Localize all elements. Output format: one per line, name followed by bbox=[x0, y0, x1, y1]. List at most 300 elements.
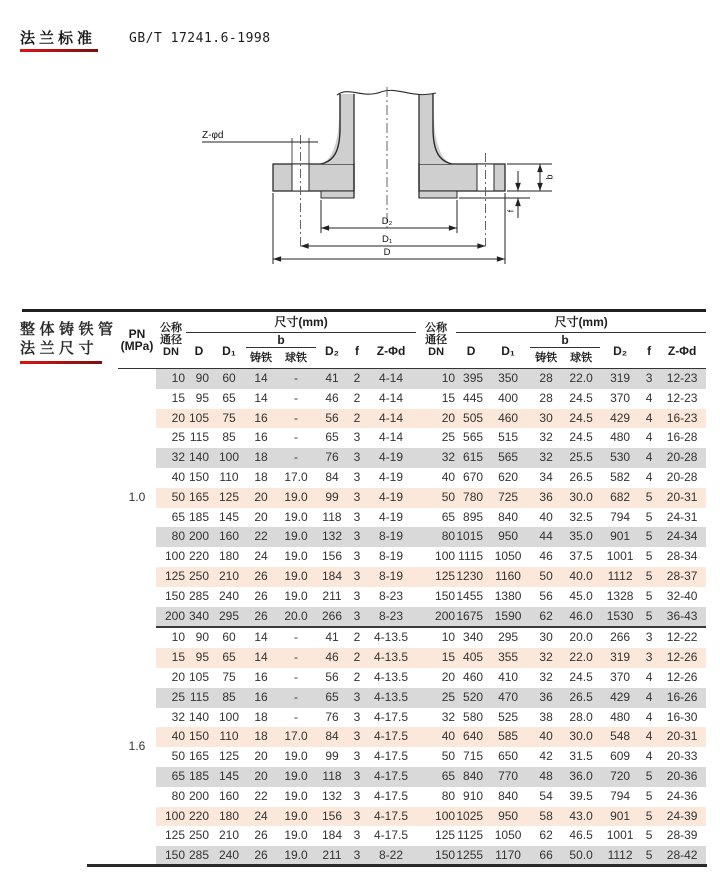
table-cell: 24.5 bbox=[562, 409, 600, 429]
table-sidebar bbox=[20, 320, 118, 364]
header-b-ductile: 球铁 bbox=[276, 348, 316, 369]
table-cell: 132 bbox=[316, 527, 348, 547]
table-cell: 950 bbox=[486, 527, 530, 547]
table-cell: 40 bbox=[416, 727, 456, 747]
table-cell: 4-19 bbox=[366, 488, 416, 508]
section-pn-1.6 bbox=[118, 627, 706, 866]
table-cell: 5 bbox=[640, 508, 658, 528]
table-cell: 319 bbox=[600, 648, 640, 668]
table-cell: 84 bbox=[316, 468, 348, 488]
table-cell: 840 bbox=[486, 787, 530, 807]
table-cell: 105 bbox=[186, 668, 212, 688]
table-cell: 60 bbox=[212, 627, 246, 648]
table-cell: 32 bbox=[530, 668, 562, 688]
table-cell: 4 bbox=[640, 727, 658, 747]
table-cell: 100 bbox=[416, 807, 456, 827]
table-cell: 3 bbox=[348, 727, 366, 747]
table-cell: 3 bbox=[348, 747, 366, 767]
table-title: 整体铸铁管法兰尺寸 bbox=[20, 321, 118, 357]
table-cell: 395 bbox=[456, 369, 486, 389]
table-cell: - bbox=[276, 389, 316, 409]
table-cell: 34 bbox=[530, 468, 562, 488]
table-cell: 20 bbox=[246, 508, 276, 528]
table-cell: 32 bbox=[416, 708, 456, 728]
table-cell: 19.0 bbox=[276, 587, 316, 607]
table-cell: 2 bbox=[348, 369, 366, 389]
table-cell: 20 bbox=[156, 668, 186, 688]
table-cell: 5 bbox=[640, 587, 658, 607]
table-cell: 26 bbox=[246, 587, 276, 607]
table-cell: 565 bbox=[456, 428, 486, 448]
table-row bbox=[118, 547, 706, 567]
table-cell: 46.0 bbox=[562, 607, 600, 628]
table-cell: 22.0 bbox=[562, 369, 600, 389]
table-cell: 36.0 bbox=[562, 767, 600, 787]
table-cell: 100 bbox=[212, 448, 246, 468]
table-cell: 65 bbox=[156, 508, 186, 528]
table-cell: 16-23 bbox=[658, 409, 706, 429]
table-cell: 24 bbox=[246, 547, 276, 567]
table-cell: 41 bbox=[316, 627, 348, 648]
table-cell: 582 bbox=[600, 468, 640, 488]
table-cell: 20 bbox=[246, 747, 276, 767]
table-cell: 5 bbox=[640, 567, 658, 587]
header-b: b bbox=[530, 333, 600, 348]
table-cell: 16-30 bbox=[658, 708, 706, 728]
table-cell: 4-17.5 bbox=[366, 807, 416, 827]
table-cell: 340 bbox=[186, 607, 212, 628]
table-cell: 24-34 bbox=[658, 527, 706, 547]
table-cell: 41 bbox=[316, 369, 348, 389]
table-cell: 8-22 bbox=[366, 846, 416, 866]
table-cell: 3 bbox=[348, 547, 366, 567]
table-cell: 4 bbox=[640, 409, 658, 429]
table-cell: 4-17.5 bbox=[366, 747, 416, 767]
table-cell: 46 bbox=[316, 389, 348, 409]
table-cell: 670 bbox=[456, 468, 486, 488]
table-cell: 12-26 bbox=[658, 648, 706, 668]
table-cell: 115 bbox=[186, 688, 212, 708]
table-cell: 75 bbox=[212, 409, 246, 429]
table-cell: 640 bbox=[456, 727, 486, 747]
table-cell: 180 bbox=[212, 807, 246, 827]
table-cell: 80 bbox=[416, 787, 456, 807]
table-cell: 620 bbox=[486, 468, 530, 488]
table-cell: 118 bbox=[316, 767, 348, 787]
table-cell: 340 bbox=[456, 627, 486, 648]
table-cell: 19.0 bbox=[276, 488, 316, 508]
table-cell: 42 bbox=[530, 747, 562, 767]
table-cell: 840 bbox=[456, 767, 486, 787]
table-row bbox=[118, 767, 706, 787]
table-cell: 4-14 bbox=[366, 369, 416, 389]
table-cell: 4 bbox=[640, 668, 658, 688]
table-cell: 1015 bbox=[456, 527, 486, 547]
table-cell: 3 bbox=[348, 587, 366, 607]
table-cell: 220 bbox=[186, 547, 212, 567]
table-row bbox=[118, 409, 706, 429]
table-cell: 200 bbox=[156, 607, 186, 628]
table-cell: 4 bbox=[640, 448, 658, 468]
table-cell: 184 bbox=[316, 567, 348, 587]
table-cell: 3 bbox=[348, 708, 366, 728]
table-cell: 8-23 bbox=[366, 607, 416, 628]
header-f: f bbox=[640, 333, 658, 369]
table-cell: 20.0 bbox=[562, 627, 600, 648]
table-cell: 184 bbox=[316, 826, 348, 846]
table-cell: 200 bbox=[186, 527, 212, 547]
table-cell: 66 bbox=[530, 846, 562, 866]
table-cell: 24.5 bbox=[562, 389, 600, 409]
table-cell: 5 bbox=[640, 807, 658, 827]
table-cell: 28-37 bbox=[658, 567, 706, 587]
table-cell: 429 bbox=[600, 409, 640, 429]
table-cell: 24.5 bbox=[562, 428, 600, 448]
table-cell: 160 bbox=[212, 527, 246, 547]
table-cell: 24-36 bbox=[658, 787, 706, 807]
table-cell: 26 bbox=[246, 826, 276, 846]
table-cell: 105 bbox=[186, 409, 212, 429]
table-cell: 4-19 bbox=[366, 508, 416, 528]
table-cell: 40.0 bbox=[562, 567, 600, 587]
table-cell: 8-19 bbox=[366, 567, 416, 587]
table-cell: 24 bbox=[246, 807, 276, 827]
table-cell: 76 bbox=[316, 708, 348, 728]
table-cell: 240 bbox=[212, 846, 246, 866]
table-cell: 125 bbox=[156, 567, 186, 587]
table-cell: 100 bbox=[416, 547, 456, 567]
table-row bbox=[118, 826, 706, 846]
table-cell: 115 bbox=[186, 428, 212, 448]
table-cell: 10 bbox=[156, 369, 186, 389]
table-cell: 31.5 bbox=[562, 747, 600, 767]
table-cell: 682 bbox=[600, 488, 640, 508]
table-cell: 794 bbox=[600, 787, 640, 807]
table-cell: 185 bbox=[186, 767, 212, 787]
table-cell: 99 bbox=[316, 488, 348, 508]
table-cell: 5 bbox=[640, 826, 658, 846]
table-cell: 22 bbox=[246, 787, 276, 807]
svg-text:Z-φd: Z-φd bbox=[202, 130, 224, 141]
table-cell: 20-31 bbox=[658, 727, 706, 747]
table-cell: 20 bbox=[156, 409, 186, 429]
table-cell: 62 bbox=[530, 826, 562, 846]
table-cell: - bbox=[276, 428, 316, 448]
table-cell: 22 bbox=[246, 527, 276, 547]
table-cell: 165 bbox=[186, 488, 212, 508]
table-cell: 46 bbox=[530, 547, 562, 567]
table-cell: 180 bbox=[212, 547, 246, 567]
table-cell: 30.0 bbox=[562, 488, 600, 508]
table-cell: 14 bbox=[246, 369, 276, 389]
table-cell: 145 bbox=[212, 767, 246, 787]
table-cell: 1530 bbox=[600, 607, 640, 628]
table-cell: 3 bbox=[348, 607, 366, 628]
table-cell: 16-26 bbox=[658, 688, 706, 708]
table-cell: 3 bbox=[348, 846, 366, 866]
table-cell: 1112 bbox=[600, 846, 640, 866]
table-cell: 16 bbox=[246, 688, 276, 708]
pn-value: 1.0 bbox=[118, 369, 156, 628]
table-cell: 65 bbox=[156, 767, 186, 787]
table-cell: 1590 bbox=[486, 607, 530, 628]
table-cell: 20-33 bbox=[658, 747, 706, 767]
table-cell: 10 bbox=[416, 369, 456, 389]
table-cell: 28 bbox=[530, 389, 562, 409]
table-cell: 56 bbox=[316, 409, 348, 429]
table-cell: 285 bbox=[186, 587, 212, 607]
table-cell: - bbox=[276, 409, 316, 429]
table-cell: 145 bbox=[212, 508, 246, 528]
header-z: Z-Φd bbox=[658, 333, 706, 369]
table-cell: 3 bbox=[348, 527, 366, 547]
table-cell: 19.0 bbox=[276, 747, 316, 767]
table-cell: 26.5 bbox=[562, 688, 600, 708]
header-f: f bbox=[348, 333, 366, 369]
table-cell: 24-39 bbox=[658, 807, 706, 827]
table-cell: 25 bbox=[416, 428, 456, 448]
table-cell: 65 bbox=[416, 767, 456, 787]
table-cell: 36 bbox=[530, 488, 562, 508]
table-cell: 211 bbox=[316, 587, 348, 607]
table-cell: 30 bbox=[530, 409, 562, 429]
page-title: 法兰标准 bbox=[20, 30, 97, 47]
table-cell: 480 bbox=[600, 428, 640, 448]
table-cell: 10 bbox=[156, 627, 186, 648]
table-cell: 445 bbox=[456, 389, 486, 409]
table-cell: 200 bbox=[186, 787, 212, 807]
table-cell: 4-14 bbox=[366, 428, 416, 448]
table-cell: 211 bbox=[316, 846, 348, 866]
table-cell: 28 bbox=[530, 369, 562, 389]
table-bottom-rule bbox=[87, 864, 707, 867]
table-cell: 20.0 bbox=[276, 607, 316, 628]
table-cell: 20 bbox=[416, 668, 456, 688]
table-cell: 150 bbox=[186, 468, 212, 488]
table-cell: 43.0 bbox=[562, 807, 600, 827]
table-cell: 95 bbox=[186, 648, 212, 668]
table-cell: 895 bbox=[456, 508, 486, 528]
table-cell: 26 bbox=[246, 567, 276, 587]
table-cell: 26.5 bbox=[562, 468, 600, 488]
table-cell: 32 bbox=[156, 708, 186, 728]
table-row bbox=[118, 587, 706, 607]
table-cell: 3 bbox=[348, 428, 366, 448]
table-cell: 156 bbox=[316, 807, 348, 827]
table-cell: 14 bbox=[246, 648, 276, 668]
svg-text:D: D bbox=[383, 247, 391, 258]
table-cell: 17.0 bbox=[276, 727, 316, 747]
table-cell: 3 bbox=[348, 508, 366, 528]
table-cell: 156 bbox=[316, 547, 348, 567]
table-cell: 565 bbox=[486, 448, 530, 468]
table-cell: 28-39 bbox=[658, 826, 706, 846]
table-cell: 140 bbox=[186, 448, 212, 468]
svg-text:D₁: D₁ bbox=[381, 234, 393, 245]
table-cell: 18 bbox=[246, 448, 276, 468]
table-cell: - bbox=[276, 688, 316, 708]
table-cell: 20 bbox=[246, 488, 276, 508]
table-cell: 19.0 bbox=[276, 527, 316, 547]
table-cell: 250 bbox=[186, 826, 212, 846]
table-cell: 19.0 bbox=[276, 787, 316, 807]
table-cell: 15 bbox=[156, 389, 186, 409]
table-cell: 100 bbox=[156, 547, 186, 567]
table-cell: 3 bbox=[640, 627, 658, 648]
table-cell: - bbox=[276, 708, 316, 728]
table-cell: 4-14 bbox=[366, 389, 416, 409]
table-cell: 110 bbox=[212, 727, 246, 747]
table-cell: 125 bbox=[416, 826, 456, 846]
table-cell: 4-14 bbox=[366, 409, 416, 429]
table-cell: 295 bbox=[212, 607, 246, 628]
table-cell: 15 bbox=[416, 648, 456, 668]
table-cell: 14 bbox=[246, 627, 276, 648]
table-cell: 3 bbox=[348, 488, 366, 508]
table-cell: 1255 bbox=[456, 846, 486, 866]
table-cell: 780 bbox=[456, 488, 486, 508]
table-cell: 1170 bbox=[486, 846, 530, 866]
table-cell: 60 bbox=[212, 369, 246, 389]
table-cell: 4-13.5 bbox=[366, 627, 416, 648]
table-row bbox=[118, 648, 706, 668]
table-cell: 95 bbox=[186, 389, 212, 409]
table-cell: 1455 bbox=[456, 587, 486, 607]
table-cell: 90 bbox=[186, 627, 212, 648]
table-cell: 15 bbox=[156, 648, 186, 668]
table-cell: 1380 bbox=[486, 587, 530, 607]
table-cell: 50 bbox=[416, 488, 456, 508]
table-row bbox=[118, 488, 706, 508]
table-cell: 150 bbox=[156, 587, 186, 607]
svg-text:D₂: D₂ bbox=[381, 216, 393, 227]
table-cell: 650 bbox=[486, 747, 530, 767]
table-cell: 1160 bbox=[486, 567, 530, 587]
table-cell: 355 bbox=[486, 648, 530, 668]
table-row bbox=[118, 567, 706, 587]
table-cell: 4-13.5 bbox=[366, 688, 416, 708]
header-size-right: 尺寸(mm) bbox=[456, 312, 706, 333]
table-cell: 24.5 bbox=[562, 668, 600, 688]
table-cell: 901 bbox=[600, 807, 640, 827]
table-cell: 8-19 bbox=[366, 527, 416, 547]
flange-drawing bbox=[150, 73, 570, 288]
table-cell: 530 bbox=[600, 448, 640, 468]
table-cell: 715 bbox=[456, 747, 486, 767]
table-row bbox=[118, 468, 706, 488]
table-cell: 25 bbox=[156, 688, 186, 708]
table-cell: 32.5 bbox=[562, 508, 600, 528]
table-cell: 5 bbox=[640, 547, 658, 567]
table-cell: 1675 bbox=[456, 607, 486, 628]
table-cell: 4-17.5 bbox=[366, 767, 416, 787]
table-row bbox=[118, 428, 706, 448]
table-cell: 19.0 bbox=[276, 567, 316, 587]
table-cell: 28-42 bbox=[658, 846, 706, 866]
table-cell: 58 bbox=[530, 807, 562, 827]
table-cell: 266 bbox=[316, 607, 348, 628]
table-cell: 266 bbox=[600, 627, 640, 648]
table-cell: 46 bbox=[316, 648, 348, 668]
table-cell: 4-13.5 bbox=[366, 668, 416, 688]
table-cell: 16 bbox=[246, 409, 276, 429]
header-d2: D₂ bbox=[316, 333, 348, 369]
flange-section-shape bbox=[273, 90, 505, 198]
table-cell: 319 bbox=[600, 369, 640, 389]
table-cell: 19.0 bbox=[276, 767, 316, 787]
table-cell: 3 bbox=[348, 688, 366, 708]
table-cell: 50 bbox=[156, 488, 186, 508]
table-cell: 585 bbox=[486, 727, 530, 747]
table-cell: 19.0 bbox=[276, 846, 316, 866]
table-cell: 125 bbox=[212, 747, 246, 767]
table-cell: 200 bbox=[416, 607, 456, 628]
table-row bbox=[118, 627, 706, 648]
table-cell: 2 bbox=[348, 648, 366, 668]
table-cell: 429 bbox=[600, 688, 640, 708]
table-cell: 1125 bbox=[456, 826, 486, 846]
table-cell: 65 bbox=[416, 508, 456, 528]
table-cell: 720 bbox=[600, 767, 640, 787]
table-cell: 5 bbox=[640, 488, 658, 508]
table-cell: 20-28 bbox=[658, 468, 706, 488]
table-cell: 370 bbox=[600, 668, 640, 688]
table-cell: 548 bbox=[600, 727, 640, 747]
table-cell: 140 bbox=[186, 708, 212, 728]
table-cell: 20-28 bbox=[658, 448, 706, 468]
header-d1: D₁ bbox=[486, 333, 530, 369]
table-cell: 40 bbox=[530, 727, 562, 747]
title-red-underline bbox=[20, 49, 98, 52]
table-cell: 90 bbox=[186, 369, 212, 389]
table-cell: 295 bbox=[486, 627, 530, 648]
table-cell: 1112 bbox=[600, 567, 640, 587]
table-cell: 370 bbox=[600, 389, 640, 409]
table-cell: 30.0 bbox=[562, 727, 600, 747]
table-cell: 5 bbox=[640, 767, 658, 787]
table-cell: 12-23 bbox=[658, 369, 706, 389]
table-cell: 40 bbox=[156, 727, 186, 747]
table-cell: 36-43 bbox=[658, 607, 706, 628]
table-cell: 525 bbox=[486, 708, 530, 728]
table-cell: 38 bbox=[530, 708, 562, 728]
table-row bbox=[118, 508, 706, 528]
table-cell: 37.5 bbox=[562, 547, 600, 567]
table-cell: 32 bbox=[416, 448, 456, 468]
table-cell: 40 bbox=[416, 468, 456, 488]
table-cell: 460 bbox=[486, 409, 530, 429]
table-cell: 20 bbox=[246, 767, 276, 787]
table-cell: 100 bbox=[156, 807, 186, 827]
table-cell: 150 bbox=[416, 846, 456, 866]
table-cell: 32 bbox=[530, 428, 562, 448]
table-cell: 75 bbox=[212, 668, 246, 688]
table-cell: 5 bbox=[640, 607, 658, 628]
table-cell: 3 bbox=[348, 567, 366, 587]
table-cell: 39.5 bbox=[562, 787, 600, 807]
table-cell: 32 bbox=[530, 448, 562, 468]
table-cell: 770 bbox=[486, 767, 530, 787]
table-cell: 4 bbox=[640, 708, 658, 728]
table-cell: 150 bbox=[156, 846, 186, 866]
header-z: Z-Φd bbox=[366, 333, 416, 369]
table-cell: 609 bbox=[600, 747, 640, 767]
table-cell: 50 bbox=[530, 567, 562, 587]
table-cell: 2 bbox=[348, 409, 366, 429]
table-cell: 110 bbox=[212, 468, 246, 488]
table-cell: 160 bbox=[212, 787, 246, 807]
table-cell: 65 bbox=[212, 389, 246, 409]
